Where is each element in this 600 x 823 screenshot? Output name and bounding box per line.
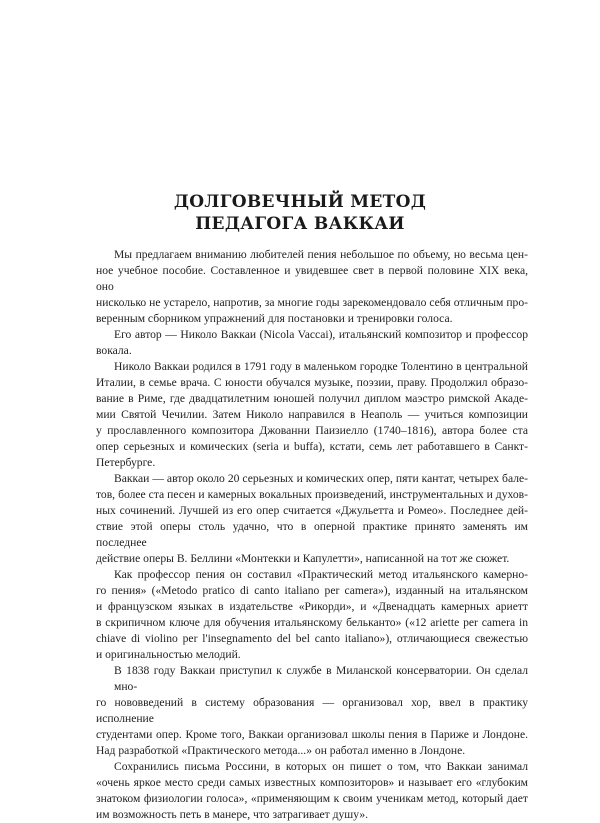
text-line: у прославленного композитора Джованни Паизиелло (1740–1816), автора более ста — [96, 424, 528, 437]
text-line: веренным сборником упражнений для постановки и тренировки голоса. — [96, 312, 453, 325]
text-line: и оригинальностью мелодий. — [96, 648, 241, 661]
text-line: ное учебное пособие. Составленное и увидевшее свет в первой половине XIX века, оно — [96, 264, 528, 293]
paragraph-5 — [96, 567, 528, 663]
text-line: нисколько не устарело, напротив, за многие годы зарекомендовало себя отличным про- — [96, 296, 528, 309]
paragraph-1 — [96, 247, 528, 327]
paragraph-7 — [96, 759, 528, 823]
text-line: и французском языках в издательстве «Рикорди», и «Двенадцать камерных ариетт — [96, 600, 528, 613]
text-line: тов, более ста песен и камерных вокальных произведений, инструментальных и духов- — [96, 488, 528, 501]
text-line: опер серьезных и комических (seria и buffa), кстати, семь лет работавшего в Санкт- — [96, 440, 528, 453]
text-line: действие оперы В. Беллини «Монтекки и Капулетти», написанной на тот же сюжет. — [96, 552, 510, 565]
chapter-title-line-2: ПЕДАГОГА ВАККАИ — [195, 214, 405, 234]
text-line: ствие этой оперы столь удачно, что в оперной практике принято заменять им последнее — [96, 520, 528, 549]
text-line: Его автор — Николо Ваккаи (Nicola Vaccai), итальянский композитор и профессор — [114, 328, 528, 341]
text-line: Италии, в семье врача. С юности обучался музыке, поэзии, праву. Продолжил образо- — [96, 376, 528, 389]
text-line: Ваккаи — автор около 20 серьезных и комических опер, пяти кантат, четырех бале- — [114, 472, 528, 485]
text-line: вание в Риме, где двадцатилетним юношей получил диплом маэстро римской Акаде- — [96, 392, 528, 405]
text-line: в скрипичном ключе для обучения итальянскому бельканто» («12 ariette per camera in — [96, 616, 528, 629]
text-line: мии Святой Чечилии. Затем Николо направился в Неаполь — учиться композиции — [96, 408, 528, 421]
paragraph-2 — [96, 327, 528, 359]
text-line: «очень яркое место среди самых известных композиторов» и называет его «глубоким — [96, 776, 528, 789]
text-line: Как профессор пения он составил «Практический метод итальянского камерно- — [114, 568, 528, 581]
text-line: Николо Ваккаи родился в 1791 году в маленьком городке Толентино в центральной — [114, 360, 528, 373]
chapter-title-line-1: ДОЛГОВЕЧНЫЙ МЕТОД — [173, 192, 427, 212]
text-line: го пения» («Metodo pratico di canto italiano per camera»), изданный на итальянском — [96, 584, 528, 597]
text-line: chiave di violino per l'insegnamento del bel canto italiano»), отличающиеся свежестью — [96, 632, 528, 645]
text-line: Сохранились письма Россини, в которых он пишет о том, что Ваккаи занимал — [114, 760, 528, 773]
text-line: го нововведений в систему образования — организовал хор, ввел в практику исполнение — [96, 696, 528, 725]
text-line: Над разработкой «Практического метода...» он работал именно в Лондоне. — [96, 744, 466, 757]
body-text — [96, 247, 528, 823]
text-line: вокала. — [96, 344, 132, 357]
text-line: Петербурге. — [96, 456, 156, 469]
text-line: ных сочинений. Лучшей из его опер считается «Джульетта и Ромео». Последнее дей- — [96, 504, 528, 517]
paragraph-4 — [96, 471, 528, 567]
text-line: Мы предлагаем вниманию любителей пения небольшое по объему, но весьма цен- — [114, 248, 528, 261]
paragraph-3 — [96, 359, 528, 471]
paragraph-6 — [96, 663, 528, 759]
chapter-title — [0, 191, 600, 235]
text-line: В 1838 году Ваккаи приступил к службе в Миланской консерватории. Он сделал мно- — [114, 664, 528, 693]
text-line: студентами опер. Кроме того, Ваккаи организовал школы пения в Париже и Лондоне. — [96, 728, 528, 741]
text-line: знатоком физиологии голоса», «применяющим к своим ученикам метод, который дает — [96, 792, 528, 805]
text-line: им возможность петь в манере, что затрагивает душу». — [96, 808, 369, 821]
